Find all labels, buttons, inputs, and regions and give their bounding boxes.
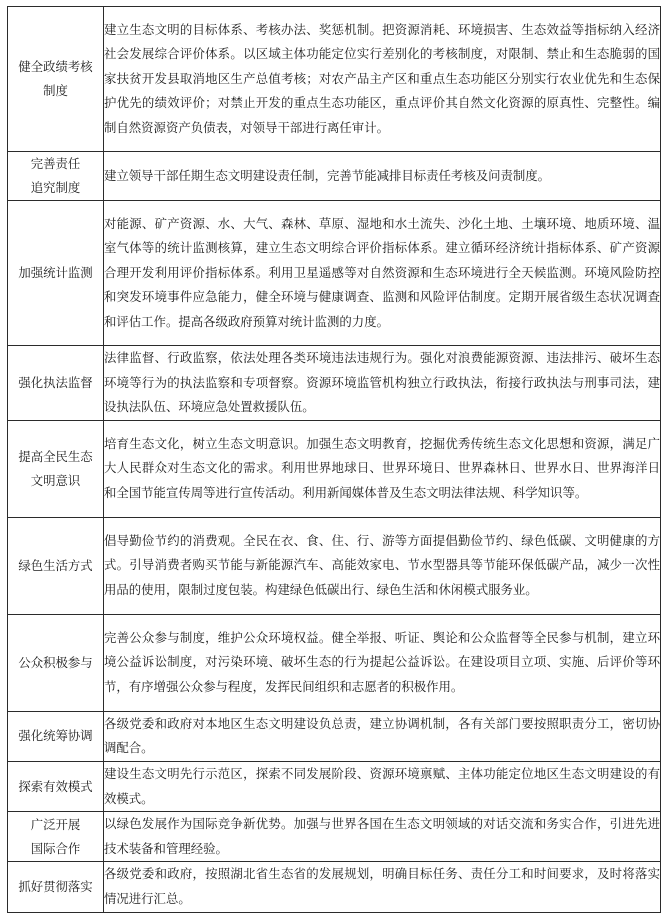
table-row xyxy=(8,152,661,201)
row-label xyxy=(8,711,104,761)
row-label xyxy=(8,761,104,811)
table-row xyxy=(8,7,661,152)
row-label xyxy=(8,517,104,614)
table-row xyxy=(8,201,661,346)
table-row xyxy=(8,420,661,517)
row-label-text: 广泛开展国际合作 xyxy=(30,816,81,856)
row-content: 各级党委和政府对本地区生态文明建设负总责，建立协调机制，各有关部门要按照职责分工，密切协调配合。 xyxy=(104,711,661,761)
table-row xyxy=(8,711,661,761)
table-row xyxy=(8,862,661,912)
row-content: 法律监督、行政监察，依法处理各类环境违法违规行为。强化对浪费能源资源、违法排污、破坏生态环境等行为的执法监察和专项督察。资源环境监管机构独立行政执法，衔接行政执法与刑事司法，建设执法队伍、环境应急处置救援队伍。 xyxy=(104,346,661,421)
row-label-text: 提高全民生态文明意识 xyxy=(18,448,93,488)
table-row xyxy=(8,517,661,614)
row-content: 以绿色发展作为国际竞争新优势。加强与世界各国在生态文明领域的对话交流和务实合作，引进先进技术装备和管理经验。 xyxy=(104,812,661,862)
row-label-text: 强化统筹协调 xyxy=(18,728,93,744)
row-label xyxy=(8,7,104,152)
row-label xyxy=(8,420,104,517)
row-content: 培育生态文化，树立生态文明意识。加强生态文明教育，挖掘优秀传统生态文化思想和资源，满足广大人民群众对生态文化的需求。利用世界地球日、世界环境日、世界森林日、世界水日、世界海洋日和全国节能宣传周等进行宣传活动。利用新闻媒体普及生态文明法律法规、科学知识等。 xyxy=(104,420,661,517)
row-label xyxy=(8,201,104,346)
row-label xyxy=(8,862,104,912)
table-row xyxy=(8,346,661,421)
row-label-text: 加强统计监测 xyxy=(18,265,93,280)
policy-table xyxy=(7,6,661,913)
row-content: 建立生态文明的目标体系、考核办法、奖惩机制。把资源消耗、环境损害、生态效益等指标纳入经济社会发展综合评价体系。以区域主体功能定位实行差别化的考核制度，对限制、禁止和生态脆弱的国家扶贫开发县取消地区生产总值考核；对农产品主产区和重点生态功能区分别实行农业优先和生态保护优先的绩效评价；对禁止开发的重点生态功能区，重点评价其自然文化资源的原真性、完整性。编制自然资源资产负债表，对领导干部进行离任审计。 xyxy=(104,7,661,152)
row-label-text: 公众积极参与 xyxy=(18,654,93,670)
row-label xyxy=(8,614,104,711)
row-label-text: 绿色生活方式 xyxy=(18,557,93,573)
row-label xyxy=(8,812,104,862)
row-label-text: 强化执法监督 xyxy=(18,374,93,390)
row-label-text: 抓好贯彻落实 xyxy=(18,878,93,894)
table-row xyxy=(8,614,661,711)
row-content: 完善公众参与制度，维护公众环境权益。健全举报、听证、舆论和公众监督等全民参与机制，建立环境公益诉讼制度，对污染环境、破坏生态的行为提起公益诉讼。在建设项目立项、实施、后评价等环节，有序增强公众参与程度，发挥民间组织和志愿者的积极作用。 xyxy=(104,614,661,711)
row-label-text: 探索有效模式 xyxy=(18,778,93,794)
row-label xyxy=(8,152,104,201)
row-content: 各级党委和政府，按照湖北省生态省的发展规划，明确目标任务、责任分工和时间要求，及时将落实情况进行汇总。 xyxy=(104,862,661,912)
row-label-text: 健全政绩考核制度 xyxy=(18,59,93,98)
row-content: 倡导勤俭节约的消费观。全民在衣、食、住、行、游等方面提倡勤俭节约、绿色低碳、文明健康的方式。引导消费者购买节能与新能源汽车、高能效家电、节水型器具等节能环保低碳产品，减少一次性用品的使用，限制过度包装。构建绿色低碳出行、绿色生活和休闲模式服务业。 xyxy=(104,517,661,614)
row-content: 对能源、矿产资源、水、大气、森林、草原、湿地和水土流失、沙化土地、土壤环境、地质环境、温室气体等的统计监测核算，建立生态文明综合评价指标体系。建立循环经济统计指标体系、矿产资源合理开发利用评价指标体系。利用卫星遥感等对自然资源和生态环境进行全天候监测。环境风险防控和突发环境事件应急能力，健全环境与健康调查、监测和风险评估制度。定期开展省级生态状况调查和评估工作。提高各级政府预算对统计监测的力度。 xyxy=(104,201,661,346)
table-row xyxy=(8,761,661,811)
row-label xyxy=(8,346,104,421)
table-row xyxy=(8,812,661,862)
row-content: 建设生态文明先行示范区，探索不同发展阶段、资源环境禀赋、主体功能定位地区生态文明建设的有效模式。 xyxy=(104,761,661,811)
row-content: 建立领导干部任期生态文明建设责任制，完善节能减排目标责任考核及问责制度。 xyxy=(104,152,661,201)
row-label-text: 完善责任追究制度 xyxy=(30,156,81,195)
